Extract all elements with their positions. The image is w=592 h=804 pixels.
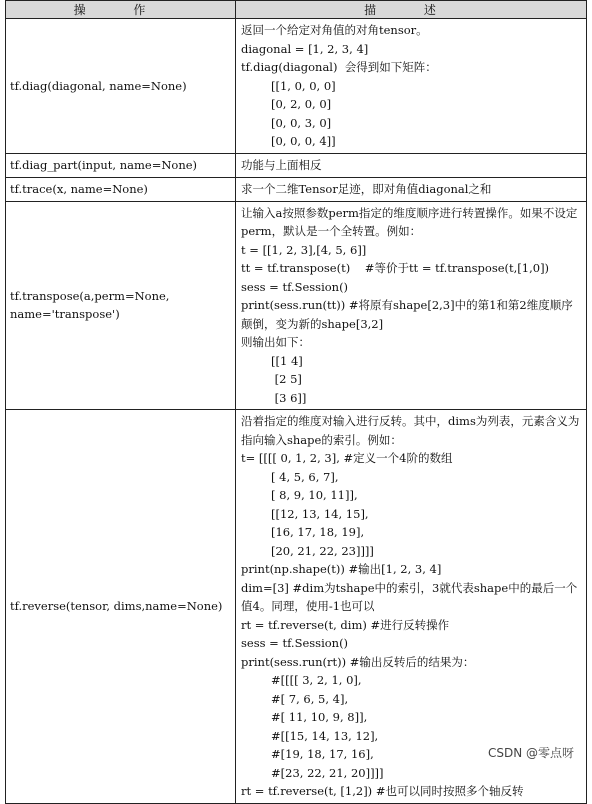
description-line: t= [[[[ 0, 1, 2, 3], #定义一个4阶的数组 <box>241 451 453 465</box>
description-line: #[ 7, 6, 5, 4], <box>271 691 349 706</box>
description-line: #[ 11, 10, 9, 8]], <box>271 710 368 724</box>
description-line: [3 6]] <box>271 390 307 405</box>
description-line: [16, 17, 18, 19], <box>271 525 365 539</box>
description-line: rt = tf.reverse(t, [1,2]) #也可以同时按照多个轴反转 <box>241 784 524 798</box>
description-line: diagonal = [1, 2, 3, 4] <box>241 41 369 56</box>
description-line: [[1, 0, 0, 0] <box>271 78 336 93</box>
description-line: 功能与上面相反 <box>241 157 322 172</box>
description-cell <box>236 19 587 154</box>
description-cell <box>236 201 587 410</box>
description-line: 返回一个给定对角值的对角tensor。 <box>241 23 428 37</box>
description-line: sess = tf.Session() <box>241 636 349 650</box>
description-line: print(sess.run(tt)) #将原有shape[2,3]中的第1和第2维度顺序颠倒，变为新的shape[3,2] <box>241 298 573 331</box>
table-row <box>6 201 587 410</box>
table-row <box>6 19 587 154</box>
table-row <box>6 177 587 201</box>
description-line: sess = tf.Session() <box>241 279 349 294</box>
watermark: CSDN @零点呀 <box>487 746 574 760</box>
table-row <box>6 153 587 177</box>
description-line: [0, 0, 3, 0] <box>271 115 332 130</box>
operation-cell: tf.diag_part(input, name=None) <box>6 153 236 177</box>
description-line: [2 5] <box>271 372 302 386</box>
description-line: rt = tf.reverse(t, dim) #进行反转操作 <box>241 617 450 632</box>
description-line: [ 4, 5, 6, 7], <box>271 469 339 484</box>
description-line: [[12, 13, 14, 15], <box>271 506 369 521</box>
description-line: #[[15, 14, 13, 12], <box>271 728 379 743</box>
description-line: print(np.shape(t)) #输出[1, 2, 3, 4] <box>241 562 442 576</box>
description-cell <box>236 177 587 201</box>
description-line: [ 8, 9, 10, 11]], <box>271 488 358 502</box>
description-line: #[23, 22, 21, 20]]]] <box>271 765 384 780</box>
operation-cell: tf.trace(x, name=None) <box>6 177 236 201</box>
description-cell <box>236 153 587 177</box>
header-operation: 操 作 <box>6 1 236 19</box>
description-line: dim=[3] #dim为tshape中的索引，3就代表shape中的最后一个值4。同理，使用-1也可以 <box>241 580 578 613</box>
description-line: #[19, 18, 17, 16], <box>271 747 374 761</box>
operation-cell: tf.diag(diagonal, name=None) <box>6 19 236 154</box>
table-header-row <box>6 1 587 19</box>
description-line: [0, 2, 0, 0] <box>271 97 332 111</box>
description-line: #[[[[ 3, 2, 1, 0], <box>271 673 362 687</box>
description-line: t = [[1, 2, 3],[4, 5, 6]] <box>241 242 367 257</box>
header-description: 描 述 <box>236 1 587 19</box>
description-line: 求一个二维Tensor足迹，即对角值diagonal之和 <box>241 181 492 196</box>
description-line: tf.diag(diagonal) 会得到如下矩阵： <box>241 60 437 74</box>
description-line: tt = tf.transpose(t) #等价于tt = tf.transpose(t,[1,0]) <box>241 261 550 275</box>
description-line: 让输入a按照参数perm指定的维度顺序进行转置操作。如果不设定perm，默认是一个全转置。例如： <box>241 205 578 238</box>
description-line: [[1 4] <box>271 353 303 368</box>
description-line: print(sess.run(rt)) #输出反转后的结果为： <box>241 654 475 669</box>
description-line: [20, 21, 22, 23]]]] <box>271 543 374 558</box>
description-line: 则输出如下： <box>241 335 310 349</box>
description-line: 沿着指定的维度对输入进行反转。其中，dims为列表，元素含义为指向输入shape的索引。例如： <box>241 414 580 447</box>
operations-table <box>5 0 587 804</box>
operation-cell: tf.transpose(a,perm=None, name='transpose') <box>6 201 236 410</box>
description-line: [0, 0, 0, 4]] <box>271 134 336 148</box>
operation-cell: tf.reverse(tensor, dims,name=None) <box>6 410 236 804</box>
